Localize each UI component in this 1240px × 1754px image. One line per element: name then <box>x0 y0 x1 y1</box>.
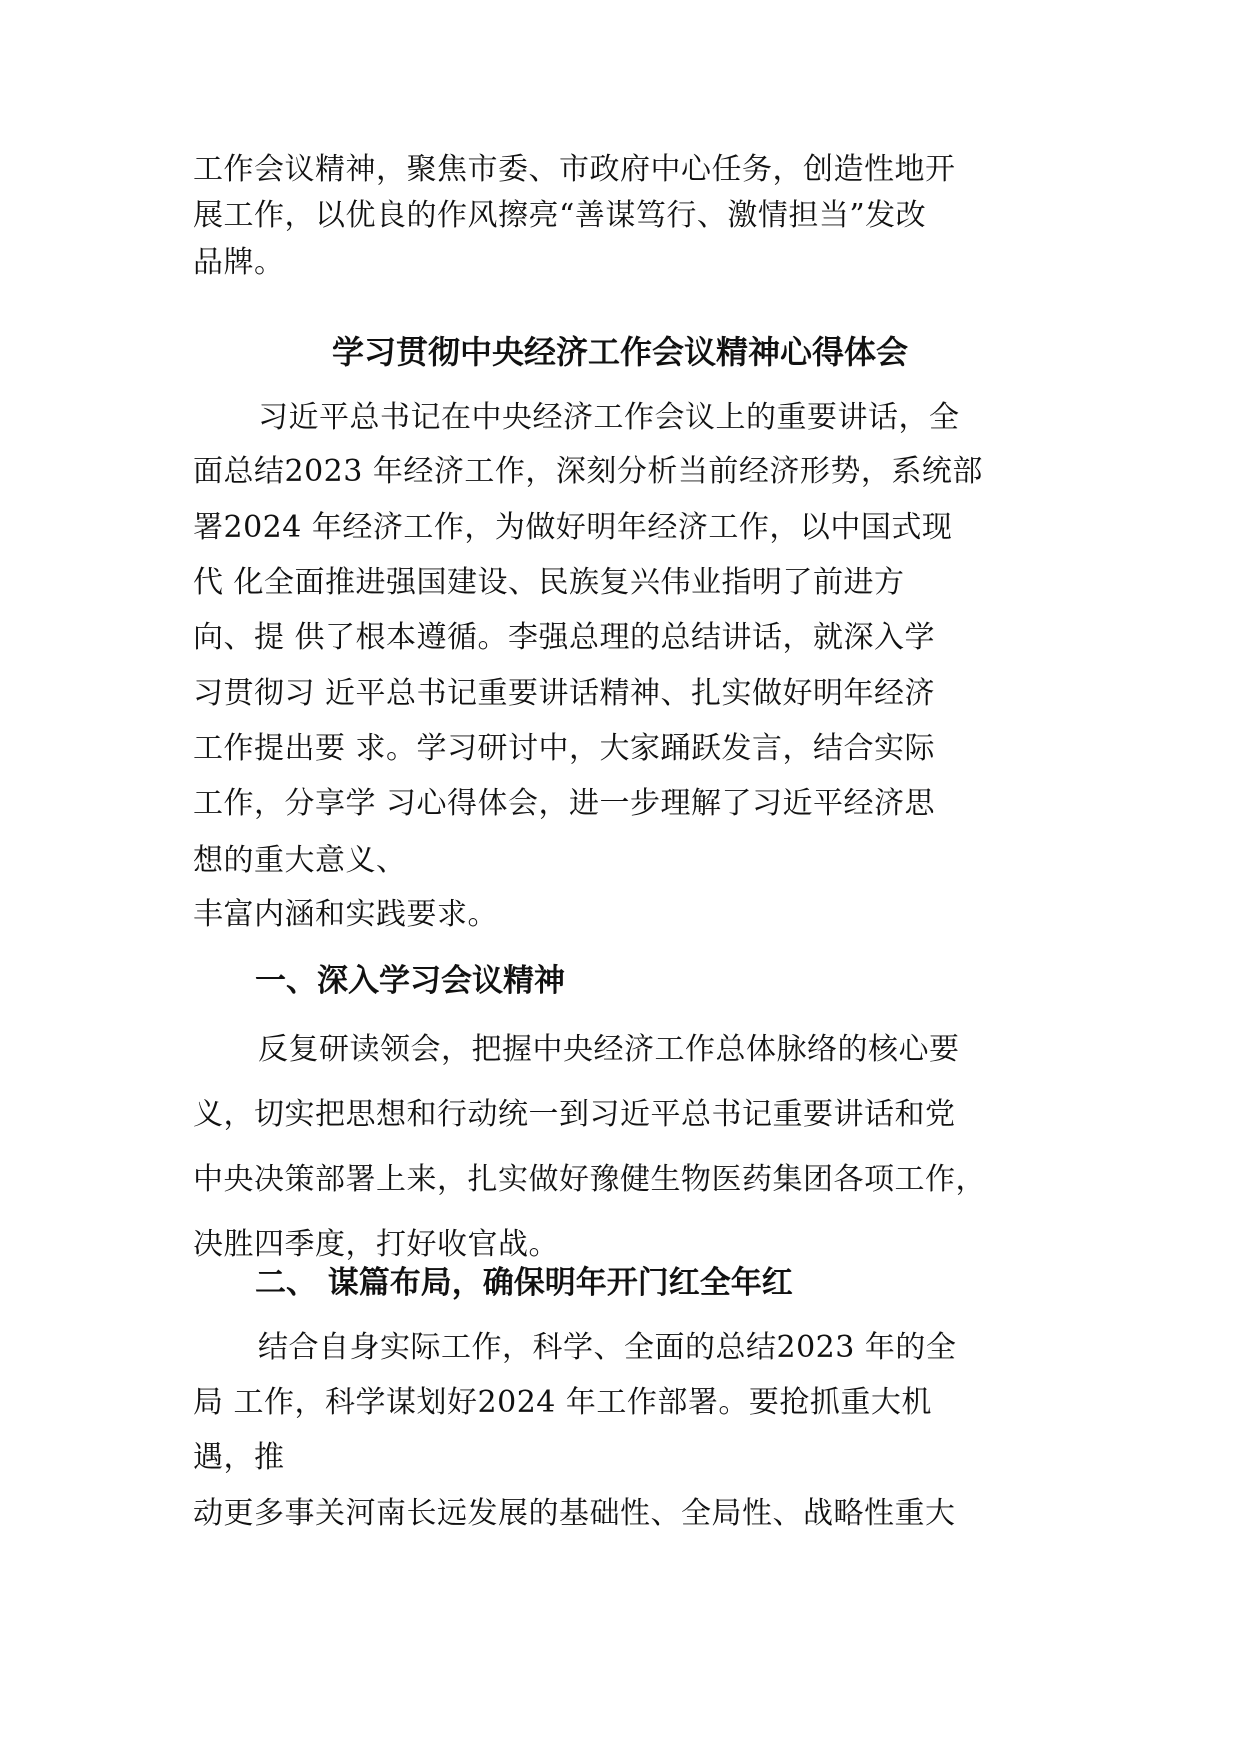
section2-line: 结合自身实际工作，科学、全面的总结2023 年的全 <box>258 1330 957 1365</box>
section2-line: 遇，推 <box>193 1440 285 1475</box>
section2-line: 动更多事关河南长远发展的基础性、全局性、战略性重大 <box>193 1496 956 1531</box>
body-line: 向、提 供了根本遵循。李强总理的总结讲话，就深入学 <box>193 620 936 655</box>
section1-line: 中央决策部署上来，扎实做好豫健生物医药集团各项工作， <box>193 1162 986 1197</box>
section1-line: 反复研读领会，把握中央经济工作总体脉络的核心要 <box>258 1032 960 1067</box>
body-line: 工作提出要 求。学习研讨中，大家踊跃发言，结合实际 <box>193 731 936 766</box>
document-title: 学习贯彻中央经济工作会议精神心得体会 <box>331 333 908 371</box>
intro-line: 展工作，以优良的作风擦亮“善谋笃行、激情担当”发改 <box>193 198 927 233</box>
body-line: 面总结2023 年经济工作，深刻分析当前经济形势，系统部 <box>193 454 983 489</box>
body-line: 工作，分享学 习心得体会，进一步理解了习近平经济思 <box>193 786 936 821</box>
section-heading-2: 二、 谋篇布局，确保明年开门红全年红 <box>255 1265 793 1301</box>
intro-line: 工作会议精神，聚焦市委、市政府中心任务，创造性地开 <box>193 152 956 187</box>
section-heading-1: 一、深入学习会议精神 <box>255 963 565 999</box>
body-line: 丰富内涵和实践要求。 <box>193 897 498 932</box>
section1-line: 义，切实把思想和行动统一到习近平总书记重要讲话和党 <box>193 1097 956 1132</box>
intro-line: 品牌。 <box>193 245 285 280</box>
section1-line: 决胜四季度，打好收官战。 <box>193 1227 559 1262</box>
body-line: 习近平总书记在中央经济工作会议上的重要讲话，全 <box>258 400 960 435</box>
body-line: 署2024 年经济工作，为做好明年经济工作，以中国式现 <box>193 510 953 545</box>
section2-line: 局 工作，科学谋划好2024 年工作部署。要抢抓重大机 <box>193 1385 932 1420</box>
body-line: 习贯彻习 近平总书记重要讲话精神、扎实做好明年经济 <box>193 676 936 711</box>
body-line: 代 化全面推进强国建设、民族复兴伟业指明了前进方 <box>193 565 905 600</box>
body-line: 想的重大意义、 <box>193 843 407 878</box>
